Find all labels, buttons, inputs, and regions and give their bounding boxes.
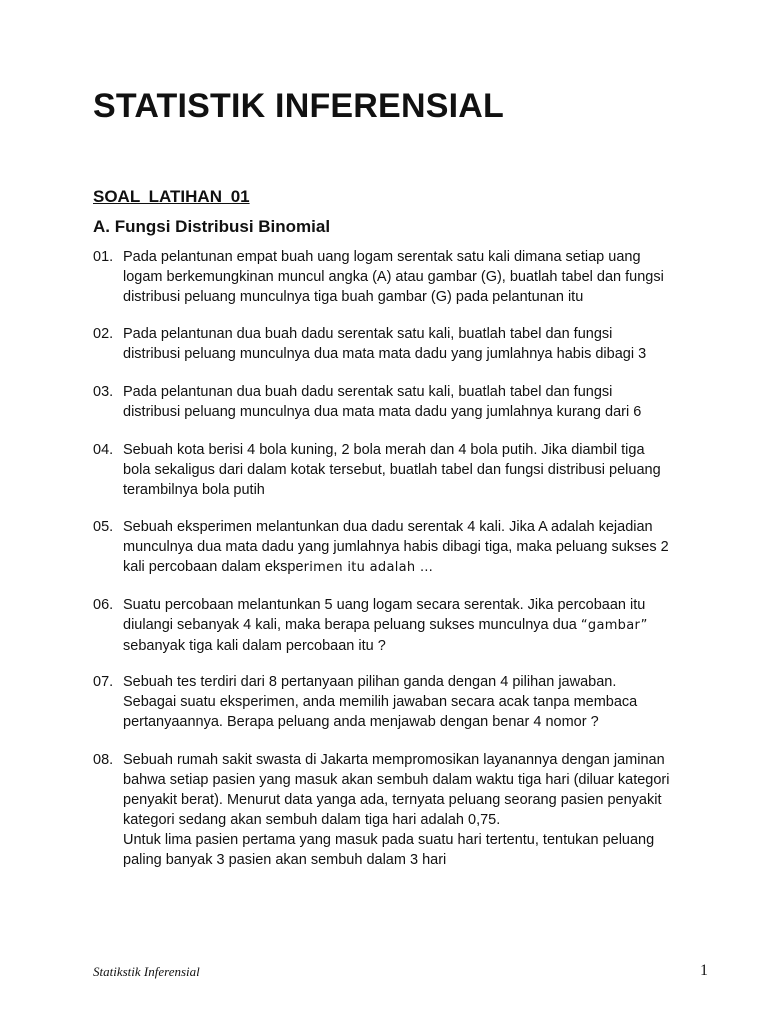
question-text: rimen itu adalah … [303,560,434,575]
question-line: Suatu percobaan melantunkan 5 uang logam secara serentak. Jika percobaan itu [123,597,646,613]
page-number: 1 [700,962,708,979]
question-text: “gambar” [580,618,648,633]
question-line: Pada pelantunan dua buah dadu serentak satu kali, buatlah tabel dan fungsi [123,326,613,342]
question-text: kali percobaan dalam ekspe [123,559,304,575]
question-line: pertanyaannya. Berapa peluang anda menjawab dengan benar 4 nomor ? [123,714,599,730]
question-line: bahwa setiap pasien yang masuk akan sembuh dalam waktu tiga hari (diluar kategori [123,772,670,788]
question-line: Sebuah tes terdiri dari 8 pertanyaan pilihan ganda dengan 4 pilihan jawaban. [123,674,617,690]
question-line: Pada pelantunan dua buah dadu serentak satu kali, buatlah tabel dan fungsi [123,384,613,400]
footer-title: Statikstik Inferensial [93,964,200,979]
question-line: penyakit berat). Menurut data yanga ada, ternyata peluang seorang pasien penyakit [123,792,662,808]
question-line [93,615,733,636]
question-line: kategori sedang akan sembuh dalam tiga hari adalah 0,75. [123,812,501,828]
question-01 [93,247,733,307]
question-line: Sebagai suatu eksperimen, anda memilih jawaban secara acak tanpa membaca [123,694,638,710]
question-line: distribusi peluang munculnya dua mata mata dadu yang jumlahnya habis dibagi 3 [123,346,647,362]
question-number: 01. [93,249,114,265]
question-line: terambilnya bola putih [123,482,265,498]
question-line: Sebuah kota berisi 4 bola kuning, 2 bola merah dan 4 bola putih. Jika diambil tiga [123,442,645,458]
question-line: logam berkemungkinan muncul angka (A) atau gambar (G), buatlah tabel dan fungsi [123,269,664,285]
question-line: Sebuah eksperimen melantunkan dua dadu serentak 4 kali. Jika A adalah kejadian [123,519,653,535]
question-02 [93,324,733,364]
question-06 [93,595,733,656]
question-line: Untuk lima pasien pertama yang masuk pada suatu hari tertentu, tentukan peluang [123,832,655,848]
question-number: 02. [93,326,114,342]
question-number: 08. [93,752,114,768]
question-line: Pada pelantunan empat buah uang logam serentak satu kali dimana setiap uang [123,249,641,265]
question-line: distribusi peluang munculnya dua mata mata dadu yang jumlahnya kurang dari 6 [123,404,642,420]
question-04 [93,440,733,500]
question-05 [93,517,733,578]
question-number: 03. [93,384,114,400]
question-number: 04. [93,442,114,458]
question-03 [93,382,733,422]
question-line: paling banyak 3 pasien akan sembuh dalam 3 hari [123,852,447,868]
question-text: diulangi sebanyak 4 kali, maka berapa peluang sukses munculnya dua [123,617,581,633]
question-line: sebanyak tiga kali dalam percobaan itu ? [123,638,386,654]
question-line: Sebuah rumah sakit swasta di Jakarta mempromosikan layanannya dengan jaminan [123,752,665,768]
document-title: STATISTIK INFERENSIAL [93,87,504,125]
question-line: distribusi peluang munculnya tiga buah gambar (G) pada pelantunan itu [123,289,584,305]
question-08 [93,750,733,870]
question-line: bola sekaligus dari dalam kotak tersebut, buatlah tabel dan fungsi distribusi peluang [123,462,661,478]
question-07 [93,672,733,732]
section-heading: SOAL LATIHAN 01 [93,187,250,206]
question-number: 05. [93,519,114,535]
question-line: munculnya dua mata dadu yang jumlahnya habis dibagi tiga, maka peluang sukses 2 [123,539,669,555]
question-number: 06. [93,597,114,613]
question-number: 07. [93,674,114,690]
subsection-heading: A. Fungsi Distribusi Binomial [93,217,331,236]
question-line [93,557,733,578]
